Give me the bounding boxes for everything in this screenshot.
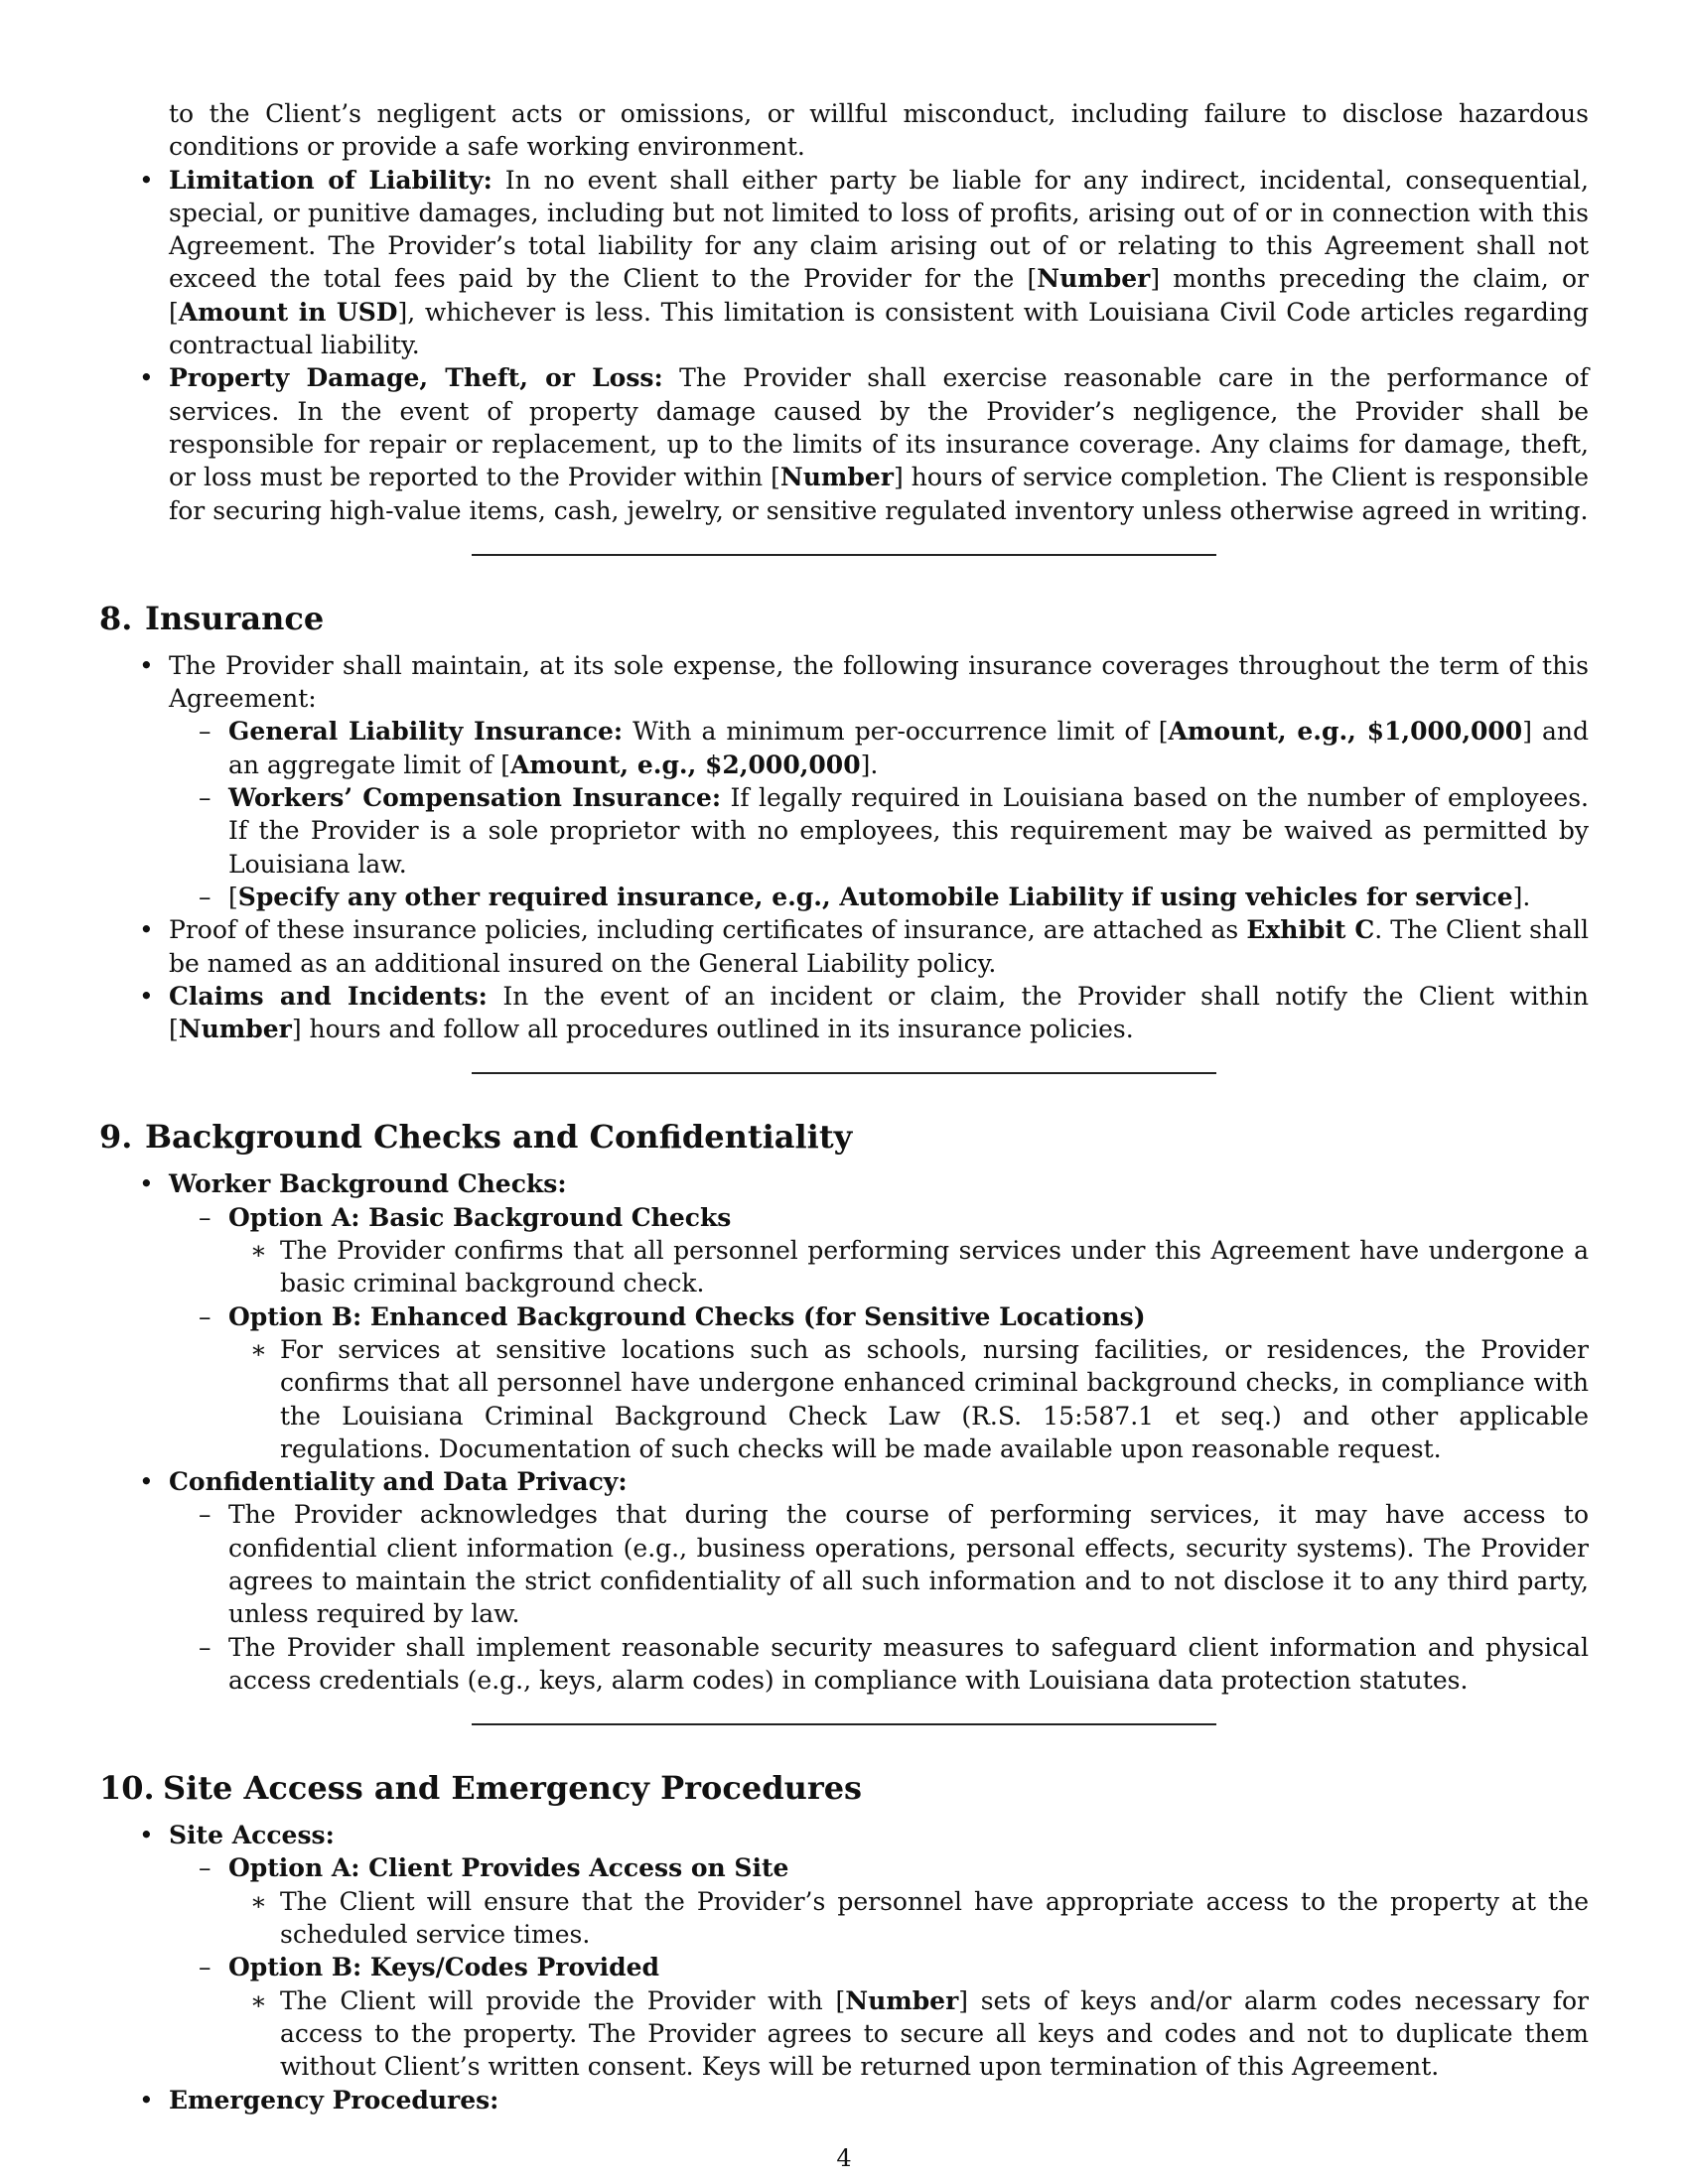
emergency-procedures-item bbox=[99, 2084, 1589, 2116]
option-a-text: The Provider confirms that all personnel performing services under this Agreement have undergone a basic criminal background check. bbox=[280, 1236, 1589, 1298]
limitation-label: Limitation of Liability: bbox=[169, 165, 492, 195]
option-a-basic-item bbox=[99, 1201, 1589, 1234]
proof-of-insurance-item bbox=[99, 913, 1589, 980]
section-divider bbox=[472, 554, 1216, 556]
placeholder-number: Number bbox=[779, 463, 894, 492]
gl-label: General Liability Insurance: bbox=[228, 717, 624, 747]
placeholder-amount-1: Amount, e.g., $1,000,000 bbox=[1168, 717, 1523, 747]
claims-incidents-item bbox=[99, 980, 1589, 1046]
section-number: 9. bbox=[99, 1118, 133, 1157]
placeholder-number: Number bbox=[1037, 264, 1151, 294]
document-page bbox=[99, 97, 1589, 2116]
limitation-text-2: ] months preceding the claim, or [ bbox=[169, 264, 1589, 327]
option-b-text: For services at sensitive locations such as schools, nursing facilities, or residences, the Provider confirms that all personnel have undergone enhanced criminal background checks, in compliance with the Louisiana Criminal Background Check Law (R.S. 15:587.1 et seq.) and other applicable regulations. Documentation of such checks will be made available upon reasonable request. bbox=[280, 1334, 1589, 1463]
option-b-label: Option B: Enhanced Background Checks (for Sensitive Locations) bbox=[228, 1301, 1146, 1331]
bracket-close: ]. bbox=[1512, 882, 1531, 911]
proof-text-1: Proof of these insurance policies, including certificates of insurance, are attached as bbox=[169, 915, 1247, 945]
section-title: Background Checks and Confidentiality bbox=[145, 1118, 853, 1157]
limitation-text-3: ], whichever is less. This limitation is consistent with Louisiana Civil Code articles regarding contractual liability. bbox=[169, 297, 1589, 360]
placeholder-amount-2: Amount, e.g., $2,000,000 bbox=[510, 750, 861, 779]
limitation-text-1: In no event shall either party be liable for any indirect, incidental, consequential, special, or punitive damages, including but not limited to loss of profits, arising out of or in connection with this Agreement. The Provider’s total liability for any claim arising out of or relating to this Agreement shall not exceed the total fees paid by the Client to the Provider for the [ bbox=[169, 165, 1589, 294]
background-checks-label: Worker Background Checks: bbox=[169, 1169, 567, 1199]
indemnity-continuation bbox=[99, 97, 1589, 164]
insurance-intro-text: The Provider shall maintain, at its sole expense, the following insurance coverages throughout the term of this Agreement: bbox=[169, 650, 1589, 714]
confidentiality-item bbox=[99, 1465, 1589, 1498]
background-checks-item bbox=[99, 1167, 1589, 1200]
access-option-b-label: Option B: Keys/Codes Provided bbox=[228, 1953, 660, 1982]
wc-label: Workers’ Compensation Insurance: bbox=[228, 783, 722, 813]
placeholder-amount: Amount in USD bbox=[178, 297, 398, 327]
exhibit-reference: Exhibit C bbox=[1246, 915, 1375, 945]
claims-text-2: ] hours and follow all procedures outlined in its insurance policies. bbox=[291, 1015, 1134, 1044]
wc-text: If legally required in Louisiana based on the number of employees. If the Provider is a sole proprietor with no employees, this requirement may be waived as permitted by Louisiana law. bbox=[228, 783, 1589, 879]
confidentiality-detail-1 bbox=[99, 1498, 1589, 1630]
confidentiality-detail-2 bbox=[99, 1631, 1589, 1698]
access-option-a-text: The Client will ensure that the Provider’s personnel have appropriate access to the property at the scheduled service times. bbox=[280, 1886, 1589, 1950]
section-number: 10. bbox=[99, 1769, 155, 1808]
bracket-open: [ bbox=[228, 882, 238, 911]
insurance-intro-item bbox=[99, 649, 1589, 716]
indemnity-continuation-text: to the Client’s negligent acts or omissions, or willful misconduct, including failure to disclose hazardous conditions or provide a safe working environment. bbox=[169, 99, 1589, 162]
property-text-2: ] hours of service completion. The Client is responsible for securing high-value items, cash, jewelry, or sensitive regulated inventory unless otherwise agreed in writing. bbox=[169, 463, 1589, 525]
option-a-label: Option A: Basic Background Checks bbox=[228, 1202, 732, 1232]
section-heading-background-checks bbox=[99, 1118, 1589, 1156]
emergency-procedures-label: Emergency Procedures: bbox=[169, 2085, 499, 2115]
gl-text-3: ]. bbox=[860, 750, 879, 779]
placeholder-number: Number bbox=[178, 1015, 292, 1044]
gl-text-2: ] and an aggregate limit of [ bbox=[228, 717, 1589, 779]
access-option-b-text-1: The Client will provide the Provider with [ bbox=[280, 1985, 846, 2015]
placeholder-other-insurance: Specify any other required insurance, e.g., Automobile Liability if using vehicles for service bbox=[237, 882, 1513, 911]
gl-text-1: With a minimum per-occurrence limit of [ bbox=[623, 717, 1169, 747]
other-insurance-item bbox=[99, 881, 1589, 913]
option-b-enhanced-detail bbox=[99, 1333, 1589, 1465]
placeholder-number: Number bbox=[845, 1985, 959, 2015]
access-option-a-label: Option A: Client Provides Access on Site bbox=[228, 1853, 789, 1883]
section-heading-insurance bbox=[99, 600, 1589, 637]
option-b-enhanced-item bbox=[99, 1300, 1589, 1333]
proof-text-2: . The Client shall be named as an additional insured on the General Liability policy. bbox=[169, 915, 1589, 978]
claims-label: Claims and Incidents: bbox=[169, 981, 488, 1011]
section-divider bbox=[472, 1723, 1216, 1725]
access-option-a-item bbox=[99, 1851, 1589, 1884]
claims-text-1: In the event of an incident or claim, the Provider shall notify the Client within [ bbox=[169, 981, 1589, 1044]
section-divider bbox=[472, 1072, 1216, 1074]
access-option-b-text-2: ] sets of keys and/or alarm codes necessary for access to the property. The Provider agrees to secure all keys and codes and not to duplicate them without Client’s written consent. Keys will be returned upon termination of this Agreement. bbox=[280, 1985, 1589, 2082]
access-option-b-item bbox=[99, 1951, 1589, 1983]
confidentiality-text-1: The Provider acknowledges that during the course of performing services, it may have access to confidential client information (e.g., business operations, personal effects, security systems). The Provider agrees to maintain the strict confidentiality of all such information and to not disclose it to any third party, unless required by law. bbox=[228, 1500, 1589, 1629]
limitation-of-liability-item bbox=[99, 164, 1589, 362]
property-damage-item bbox=[99, 361, 1589, 526]
section-number: 8. bbox=[99, 599, 133, 637]
page-number: 4 bbox=[836, 2144, 852, 2172]
property-text-1: The Provider shall exercise reasonable care in the performance of services. In the event of property damage caused by the Provider’s negligence, the Provider shall be responsible for repair or replacement, up to the limits of its insurance coverage. Any claims for damage, theft, or loss must be reported to the Provider within [ bbox=[169, 363, 1589, 492]
property-label: Property Damage, Theft, or Loss: bbox=[169, 363, 663, 393]
access-option-b-detail bbox=[99, 1984, 1589, 2084]
confidentiality-label: Confidentiality and Data Privacy: bbox=[169, 1467, 628, 1497]
site-access-item bbox=[99, 1819, 1589, 1851]
workers-comp-item bbox=[99, 781, 1589, 881]
general-liability-item bbox=[99, 715, 1589, 781]
access-option-a-detail bbox=[99, 1885, 1589, 1952]
site-access-label: Site Access: bbox=[169, 1821, 335, 1850]
section-title: Site Access and Emergency Procedures bbox=[163, 1769, 863, 1808]
option-a-basic-detail bbox=[99, 1234, 1589, 1300]
section-title: Insurance bbox=[145, 599, 325, 637]
confidentiality-text-2: The Provider shall implement reasonable security measures to safeguard client information and physical access credentials (e.g., keys, alarm codes) in compliance with Louisiana data protection statutes. bbox=[228, 1632, 1589, 1695]
section-heading-site-access bbox=[99, 1769, 1589, 1807]
